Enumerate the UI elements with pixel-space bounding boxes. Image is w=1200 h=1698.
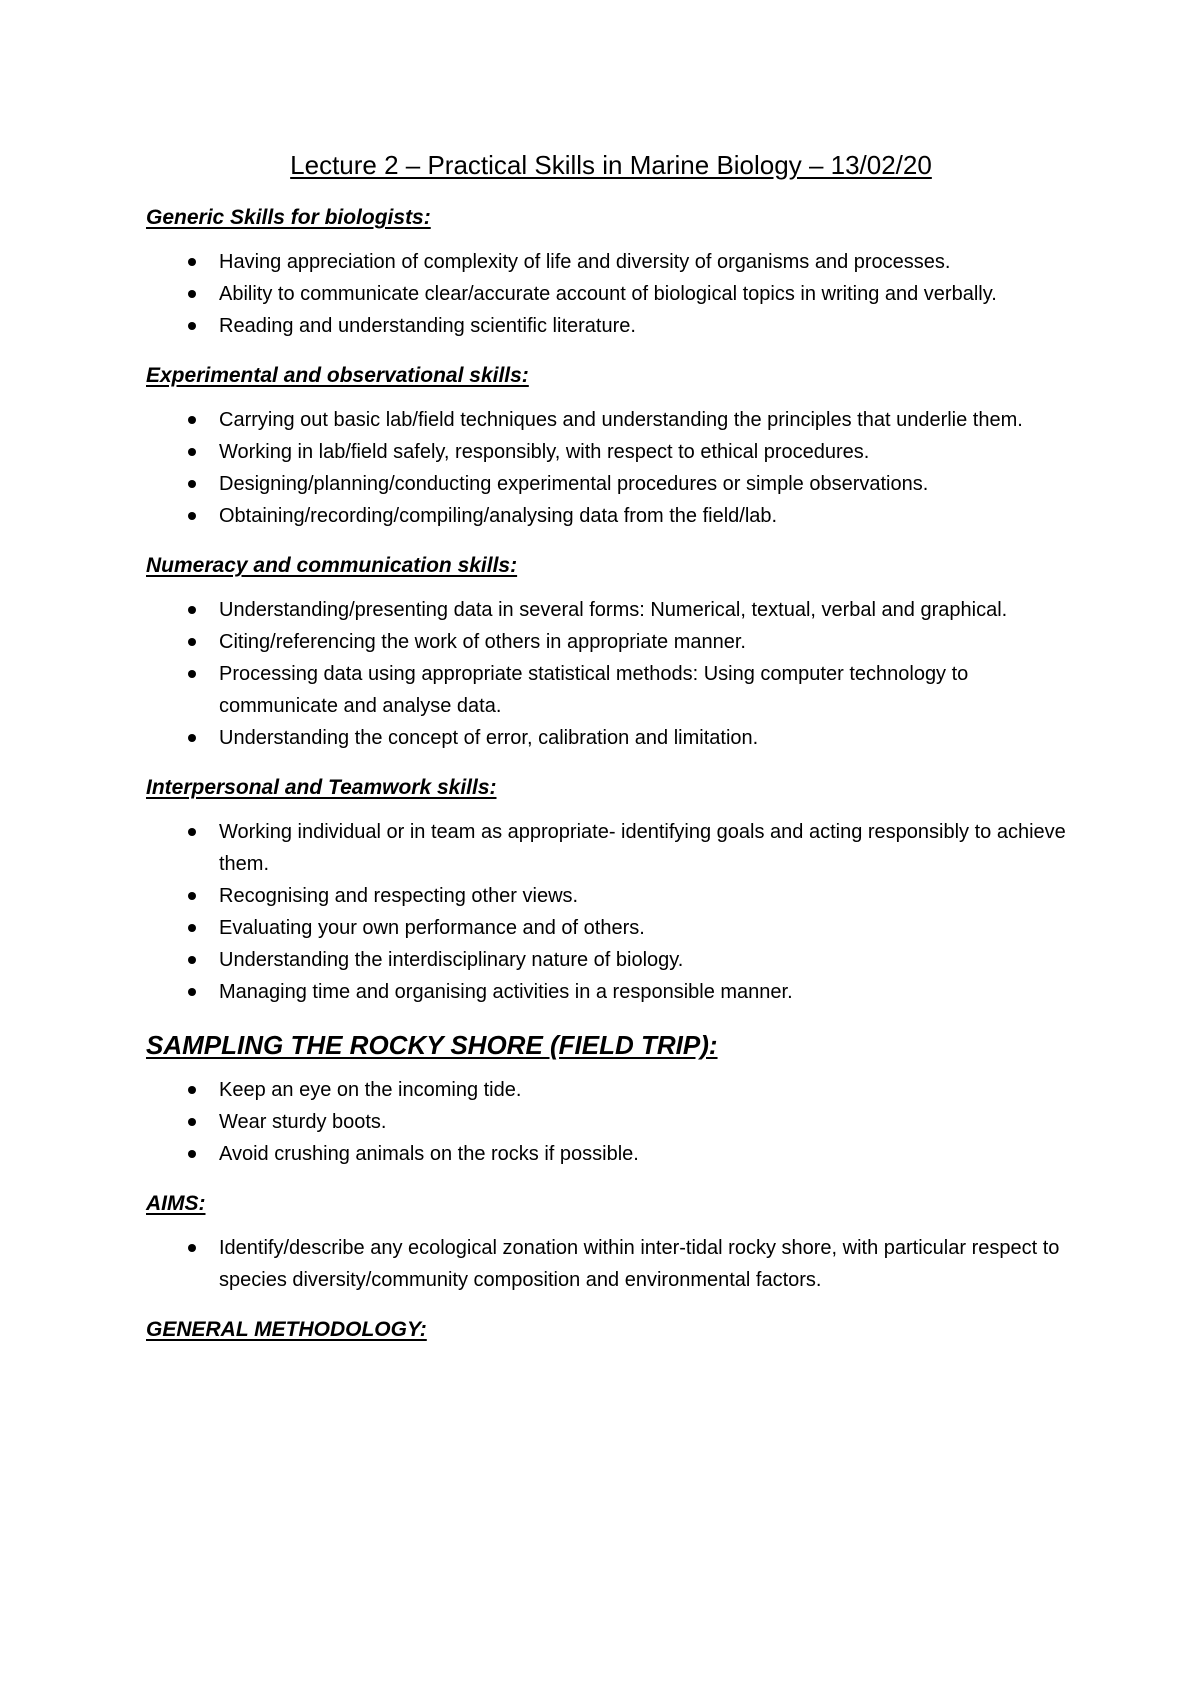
section-heading-numeracy-skills: Numeracy and communication skills: xyxy=(146,554,518,577)
list-item-text: Wear sturdy boots. xyxy=(219,1111,387,1133)
section-heading-experimental-skills: Experimental and observational skills: xyxy=(146,364,529,387)
section-heading-rocky-shore: SAMPLING THE ROCKY SHORE (FIELD TRIP): xyxy=(146,1030,718,1060)
list-item xyxy=(146,880,1076,912)
list-item xyxy=(146,468,1076,500)
bullet-icon xyxy=(188,1086,196,1094)
bullet-icon xyxy=(188,956,196,964)
list-item xyxy=(146,944,1076,976)
bullet-icon xyxy=(188,448,196,456)
bullet-list-rocky-shore xyxy=(146,1074,1076,1170)
list-item-text: Having appreciation of complexity of life and diversity of organisms and processes. xyxy=(219,251,951,273)
bullet-icon xyxy=(188,480,196,488)
list-item xyxy=(146,976,1076,1008)
bullet-icon xyxy=(188,290,196,298)
bullet-icon xyxy=(188,670,196,678)
bullet-icon xyxy=(188,734,196,742)
list-item xyxy=(146,1106,1076,1138)
list-item-text: Designing/planning/conducting experimental procedures or simple observations. xyxy=(219,473,929,495)
list-item xyxy=(146,278,1076,310)
list-item xyxy=(146,1138,1076,1170)
bullet-icon xyxy=(188,988,196,996)
bullet-icon xyxy=(188,924,196,932)
list-item-text: Understanding/presenting data in several forms: Numerical, textual, verbal and graphical. xyxy=(219,599,1008,621)
list-item-text: Recognising and respecting other views. xyxy=(219,885,579,907)
document-title: Lecture 2 – Practical Skills in Marine Biology – 13/02/20 xyxy=(290,150,932,180)
list-item xyxy=(146,722,1076,754)
list-item-text: Identify/describe any ecological zonation within inter-tidal rocky shore, with particular respect to species diversity/community composition and environmental factors. xyxy=(219,1237,1060,1291)
bullet-icon xyxy=(188,828,196,836)
list-item-text: Managing time and organising activities in a responsible manner. xyxy=(219,981,793,1003)
bullet-list-generic-skills xyxy=(146,246,1076,342)
list-item-text: Working in lab/field safely, responsibly, with respect to ethical procedures. xyxy=(219,441,870,463)
bullet-icon xyxy=(188,512,196,520)
list-item xyxy=(146,404,1076,436)
list-item-text: Evaluating your own performance and of others. xyxy=(219,917,645,939)
list-item-text: Reading and understanding scientific literature. xyxy=(219,315,636,337)
bullet-list-experimental-skills xyxy=(146,404,1076,532)
list-item-text: Processing data using appropriate statistical methods: Using computer technology to communicate and analyse data. xyxy=(219,663,969,717)
list-item xyxy=(146,310,1076,342)
list-item xyxy=(146,1074,1076,1106)
bullet-icon xyxy=(188,1244,196,1252)
list-item-text: Working individual or in team as appropriate- identifying goals and acting responsibly to achieve them. xyxy=(219,821,1066,875)
bullet-icon xyxy=(188,1150,196,1158)
bullet-list-aims xyxy=(146,1232,1076,1296)
bullet-icon xyxy=(188,606,196,614)
list-item-text: Obtaining/recording/compiling/analysing data from the field/lab. xyxy=(219,505,778,527)
list-item-text: Keep an eye on the incoming tide. xyxy=(219,1079,522,1101)
list-item-text: Understanding the concept of error, calibration and limitation. xyxy=(219,727,759,749)
document-content xyxy=(146,148,1076,1358)
list-item xyxy=(146,436,1076,468)
list-item xyxy=(146,246,1076,278)
bullet-list-teamwork-skills xyxy=(146,816,1076,1008)
list-item-text: Ability to communicate clear/accurate account of biological topics in writing and verbally. xyxy=(219,283,997,305)
bullet-icon xyxy=(188,638,196,646)
list-item xyxy=(146,816,1076,880)
bullet-icon xyxy=(188,322,196,330)
bullet-icon xyxy=(188,1118,196,1126)
list-item xyxy=(146,912,1076,944)
list-item-text: Carrying out basic lab/field techniques and understanding the principles that underlie them. xyxy=(219,409,1023,431)
section-heading-general-methodology: GENERAL METHODOLOGY: xyxy=(146,1318,427,1341)
section-heading-generic-skills: Generic Skills for biologists: xyxy=(146,206,431,229)
list-item xyxy=(146,1232,1076,1296)
bullet-icon xyxy=(188,892,196,900)
bullet-icon xyxy=(188,416,196,424)
list-item xyxy=(146,500,1076,532)
section-heading-aims: AIMS: xyxy=(146,1192,206,1215)
list-item-text: Citing/referencing the work of others in appropriate manner. xyxy=(219,631,746,653)
list-item xyxy=(146,626,1076,658)
list-item xyxy=(146,658,1076,722)
list-item-text: Avoid crushing animals on the rocks if possible. xyxy=(219,1143,639,1165)
section-heading-teamwork-skills: Interpersonal and Teamwork skills: xyxy=(146,776,497,799)
list-item xyxy=(146,594,1076,626)
bullet-icon xyxy=(188,258,196,266)
list-item-text: Understanding the interdisciplinary nature of biology. xyxy=(219,949,684,971)
bullet-list-numeracy-skills xyxy=(146,594,1076,754)
